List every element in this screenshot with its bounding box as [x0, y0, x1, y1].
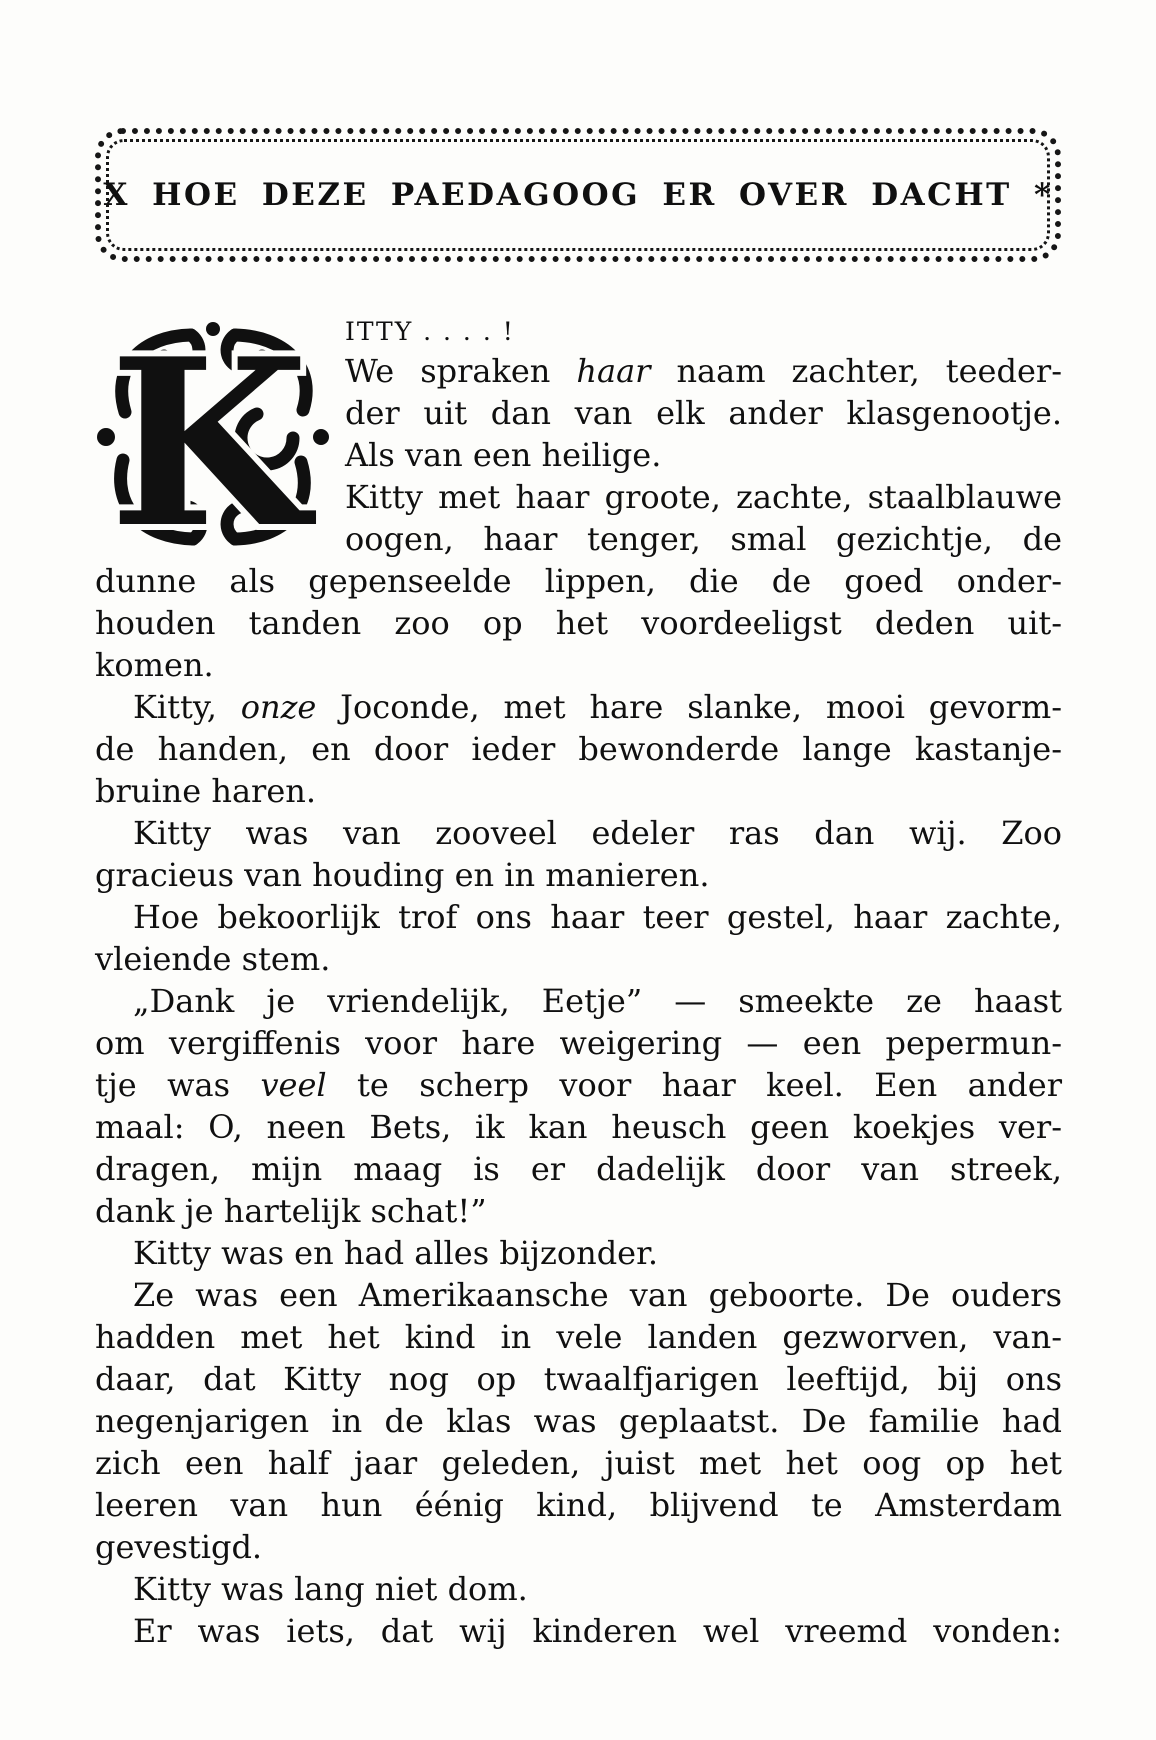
text-line: [95, 1064, 1062, 1106]
text-line: [95, 560, 1062, 602]
text-segment: „Dank je vriendelijk, Eetje” — smeekte ze haast: [133, 982, 1062, 1020]
text-line: [95, 812, 1062, 854]
text-segment: gracieus van houding en in manieren.: [95, 856, 710, 894]
text-line: [95, 1022, 1062, 1064]
text-line: [95, 728, 1062, 770]
text-segment: vleiende stem.: [95, 940, 331, 978]
text-segment: de handen, en door ieder bewonderde lange kastanje-: [95, 730, 1062, 768]
text-line: [95, 1316, 1062, 1358]
text-segment: naam zachter, teeder-: [650, 352, 1063, 390]
text-line: [95, 644, 1062, 686]
text-line: [95, 1148, 1062, 1190]
paragraph: [95, 1568, 1062, 1610]
text-line: [95, 686, 1062, 728]
text-segment: hadden met het kind in vele landen gezworven, van-: [95, 1318, 1062, 1356]
text-line: [95, 896, 1062, 938]
text-segment: Kitty was lang niet dom.: [133, 1570, 528, 1608]
text-segment: gevestigd.: [95, 1528, 263, 1566]
text-line: [95, 1442, 1062, 1484]
text-line: [95, 1400, 1062, 1442]
text-segment: Ze was een Amerikaansche van geboorte. De ouders: [133, 1276, 1062, 1314]
text-segment: om vergiffenis voor hare weigering — een pepermun-: [95, 1024, 1062, 1062]
text-segment: dank je hartelijk schat!”: [95, 1192, 487, 1230]
text-segment: Joconde, met hare slanke, mooi gevorm-: [316, 688, 1063, 726]
paragraph: [95, 1610, 1062, 1652]
paragraph: [95, 1274, 1062, 1568]
text-segment: te scherp voor haar keel. Een ander: [326, 1066, 1063, 1104]
text-segment: Als van een heilige.: [345, 436, 662, 474]
text-segment: bruine haren.: [95, 772, 317, 810]
paragraph: [95, 812, 1062, 896]
paragraph: [95, 1232, 1062, 1274]
chapter-heading-inner-border: [103, 139, 1053, 251]
text-line: [95, 1358, 1062, 1400]
text-line: [95, 770, 1062, 812]
text-segment: Kitty met haar groote, zachte, staalblauwe: [345, 478, 1062, 516]
text-line: [95, 854, 1062, 896]
text-segment: maal: O, neen Bets, ik kan heusch geen koekjes ver-: [95, 1108, 1062, 1146]
body-text: [95, 308, 1062, 1652]
text-line: [95, 980, 1062, 1022]
text-segment: oogen, haar tenger, smal gezichtje, de: [345, 520, 1062, 558]
text-line: [95, 1274, 1062, 1316]
text-segment: Kitty,: [133, 688, 241, 726]
text-line: [95, 1568, 1062, 1610]
dropcap-ornament: [95, 320, 330, 554]
text-segment: zich een half jaar geleden, juist met het oog op het: [95, 1444, 1062, 1482]
text-line: [95, 1190, 1062, 1232]
text-segment: Kitty was en had alles bijzonder.: [133, 1234, 659, 1272]
italic-text: veel: [260, 1066, 327, 1104]
paragraph: [95, 896, 1062, 980]
text-segment: komen.: [95, 646, 214, 684]
dropcap-letter: K: [109, 320, 309, 554]
text-line: [95, 602, 1062, 644]
italic-text: onze: [240, 688, 317, 726]
text-line: [95, 1484, 1062, 1526]
italic-text: haar: [576, 352, 651, 390]
text-line: [95, 1610, 1062, 1652]
text-segment: Hoe bekoorlijk trof ons haar teer gestel, haar zachte,: [133, 898, 1062, 936]
text-line: [95, 938, 1062, 980]
text-segment: dunne als gepenseelde lippen, die de goed onder-: [95, 562, 1062, 600]
text-segment: dragen, mijn maag is er dadelijk door van streek,: [95, 1150, 1062, 1188]
text-segment: houden tanden zoo op het voordeeligst deden uit-: [95, 604, 1062, 642]
text-line: [95, 1526, 1062, 1568]
text-segment: We spraken: [345, 352, 577, 390]
text-segment: leeren van hun éénig kind, blijvend te Amsterdam: [95, 1486, 1062, 1524]
text-segment: ITTY . . . . !: [345, 317, 515, 346]
text-segment: tje was: [95, 1066, 261, 1104]
text-segment: der uit dan van elk ander klasgenootje.: [345, 394, 1062, 432]
paragraph: [95, 980, 1062, 1232]
text-segment: Er was iets, dat wij kinderen wel vreemd vonden:: [133, 1612, 1062, 1650]
text-segment: negenjarigen in de klas was geplaatst. De familie had: [95, 1402, 1062, 1440]
text-line: [95, 1232, 1062, 1274]
paragraph: [95, 686, 1062, 812]
chapter-heading-box: [95, 128, 1061, 262]
dropcap-initial: [95, 308, 345, 560]
text-line: [95, 1106, 1062, 1148]
text-segment: Kitty was van zooveel edeler ras dan wij. Zoo: [133, 814, 1062, 852]
chapter-title: X HOE DEZE PAEDAGOOG ER OVER DACHT *: [103, 177, 1053, 213]
text-segment: daar, dat Kitty nog op twaalfjarigen leeftijd, bij ons: [95, 1360, 1062, 1398]
